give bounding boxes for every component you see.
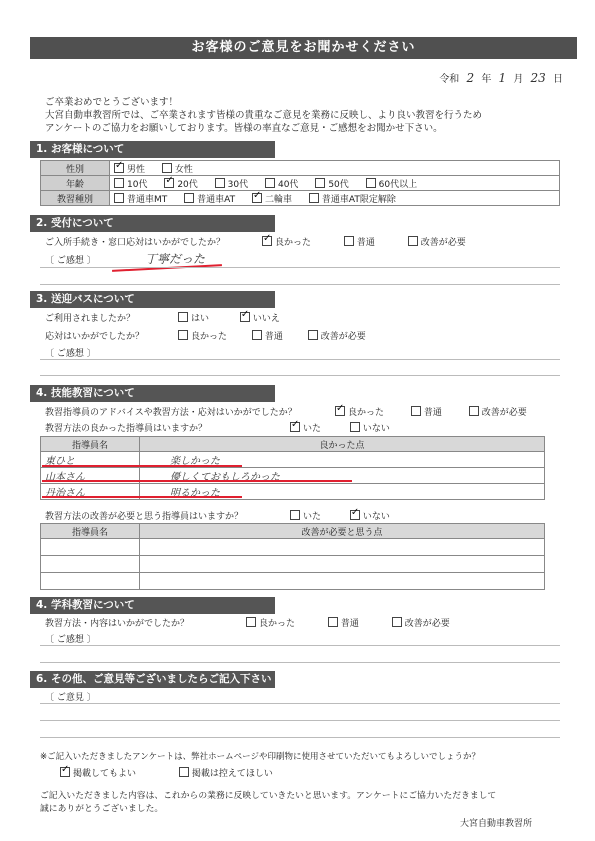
- section-2-header: 2. 受付について: [30, 215, 275, 232]
- age-option-10s[interactable]: [114, 177, 147, 190]
- section-6-header: 6. その他、ご意見等ございましたらご記入下さい: [30, 671, 275, 688]
- skill-advice-good[interactable]: [335, 405, 384, 418]
- improve-instructor-yes[interactable]: [290, 509, 321, 522]
- age-option-60s[interactable]: [366, 177, 417, 190]
- checkbox-icon[interactable]: [309, 193, 319, 203]
- table-row[interactable]: [41, 556, 545, 573]
- checkbox-icon[interactable]: [262, 236, 272, 246]
- good-instructor-table: [40, 436, 545, 500]
- reception-option-improve[interactable]: [408, 235, 466, 248]
- date-era: 令和: [439, 74, 460, 85]
- date-month[interactable]: 1: [498, 71, 507, 85]
- option-label: 掲載してもよい: [73, 769, 137, 779]
- good-instructor-options: [290, 421, 404, 434]
- bus-service-improve[interactable]: [308, 329, 366, 342]
- checkbox-icon[interactable]: [215, 178, 225, 188]
- bus-usage-yes[interactable]: [178, 311, 209, 324]
- checkbox-icon[interactable]: [350, 422, 360, 432]
- checkbox-icon[interactable]: [308, 330, 318, 340]
- course-option-motorcycle[interactable]: [252, 192, 292, 205]
- option-label: 普通: [423, 408, 442, 418]
- comment-line: [40, 737, 560, 738]
- checkbox-icon[interactable]: [164, 178, 174, 188]
- option-label: 普通: [264, 332, 283, 342]
- option-label: 改善が必要: [320, 332, 366, 342]
- option-label: 普通車AT限定解除: [321, 194, 396, 205]
- reception-option-normal[interactable]: [344, 235, 375, 248]
- intro-text: [45, 96, 565, 135]
- checkbox-icon[interactable]: [290, 510, 300, 520]
- bus-service-good[interactable]: [178, 329, 227, 342]
- improve-instructor-no[interactable]: [350, 509, 390, 522]
- comment-line: [40, 359, 560, 360]
- checkbox-icon[interactable]: [184, 193, 194, 203]
- checkbox-icon[interactable]: [469, 406, 479, 416]
- comment-line: [40, 284, 560, 285]
- date-month-unit: 月: [513, 74, 524, 85]
- skill-advice-options: [335, 405, 541, 418]
- table-row[interactable]: [41, 539, 545, 556]
- age-option-50s[interactable]: [315, 177, 348, 190]
- checkbox-icon[interactable]: [335, 406, 345, 416]
- option-label: 30代: [227, 179, 249, 190]
- date-day-unit: 日: [553, 74, 563, 85]
- checkbox-icon[interactable]: [350, 510, 360, 520]
- consent-option-allow[interactable]: [60, 766, 136, 779]
- col-instructor-name: 指導員名: [41, 524, 140, 539]
- checkbox-icon[interactable]: [162, 163, 172, 173]
- intro-line-1: ご卒業おめでとうございます！: [45, 97, 179, 108]
- checkbox-icon[interactable]: [246, 617, 256, 627]
- col-instructor-name: 指導員名: [41, 437, 140, 452]
- bus-service-question: 応対はいかがでしたか？: [45, 332, 145, 342]
- col-good-point: 良かった点: [140, 437, 545, 452]
- date-field: [439, 70, 563, 85]
- option-label: いない: [362, 512, 390, 522]
- classroom-options: [246, 616, 464, 629]
- classroom-comment-label: 〔 ご感想 〕: [45, 635, 96, 645]
- option-label: いいえ: [252, 314, 280, 324]
- option-label: 普通車AT: [197, 194, 236, 205]
- intro-line-2: 大宮自動車教習所では、ご卒業されます皆様の貴重なご意見を業務に反映し、より良い教習を行うため: [45, 110, 483, 121]
- section-1-header: 1. お客様について: [30, 141, 275, 158]
- course-option-at[interactable]: [184, 192, 235, 205]
- comment-line: [40, 267, 560, 268]
- school-signature: 大宮自動車教習所: [460, 819, 533, 829]
- checkbox-icon[interactable]: [344, 236, 354, 246]
- checkbox-icon[interactable]: [252, 330, 262, 340]
- red-underline: [42, 496, 242, 498]
- bus-comment-label: 〔 ご感想 〕: [45, 349, 96, 359]
- classroom-option-normal[interactable]: [328, 616, 359, 629]
- gender-option-male[interactable]: [114, 162, 145, 175]
- age-options: [110, 176, 560, 191]
- other-comment-label: 〔 ご意見 〕: [45, 693, 96, 703]
- comment-line: [40, 703, 560, 704]
- option-label: いない: [362, 424, 390, 434]
- table-row[interactable]: [41, 573, 545, 590]
- checkbox-icon[interactable]: [60, 767, 70, 777]
- option-label: 普通: [340, 619, 359, 629]
- bus-usage-options: [178, 311, 294, 324]
- gender-options: [110, 161, 560, 176]
- checkbox-icon[interactable]: [178, 330, 188, 340]
- option-label: いた: [303, 424, 322, 434]
- date-year[interactable]: 2: [466, 71, 475, 85]
- comment-line: [40, 720, 560, 721]
- option-label: 二輪車: [264, 194, 292, 205]
- checkbox-icon[interactable]: [240, 312, 250, 322]
- option-label: 良かった: [275, 238, 312, 248]
- option-label: 掲載は控えてほしい: [191, 769, 273, 779]
- bus-usage-question: ご利用されましたか？: [45, 314, 136, 324]
- gender-label: 性別: [41, 161, 110, 176]
- checkbox-icon[interactable]: [315, 178, 325, 188]
- date-year-unit: 年: [481, 74, 492, 85]
- reception-comment-label: 〔 ご感想 〕: [45, 256, 96, 266]
- checkbox-icon[interactable]: [178, 312, 188, 322]
- consent-option-decline[interactable]: [179, 766, 273, 779]
- age-option-30s[interactable]: [215, 177, 248, 190]
- checkbox-icon[interactable]: [411, 406, 421, 416]
- option-label: 50代: [328, 179, 349, 190]
- classroom-option-good[interactable]: [246, 616, 295, 629]
- instructor-name-cell[interactable]: 東ひと: [41, 452, 140, 468]
- checkbox-icon[interactable]: [114, 163, 124, 173]
- improve-instructor-table: [40, 523, 545, 590]
- section-5-header: 4. 学科教習について: [30, 597, 275, 614]
- option-label: 良かった: [348, 408, 385, 418]
- good-point-cell[interactable]: 楽しかった: [140, 452, 545, 468]
- checkbox-icon[interactable]: [114, 193, 124, 203]
- option-label: いた: [303, 512, 322, 522]
- intro-line-3: アンケートのご協力をお願いしております。皆様の率直なご意見・ご感想をお聞かせ下さい。: [45, 123, 443, 134]
- page-title: お客様のご意見をお聞かせください: [30, 37, 577, 59]
- good-point-cell[interactable]: 優しくておもしろかった: [140, 468, 545, 484]
- consent-options: [60, 766, 287, 779]
- course-option-at-limit[interactable]: [309, 192, 396, 205]
- option-label: 良かった: [259, 619, 296, 629]
- option-label: 20代: [177, 179, 198, 190]
- red-underline: [42, 465, 242, 467]
- good-instructor-question: 教習方法の良かった指導員はいますか？: [45, 424, 208, 434]
- option-label: 60代以上: [378, 179, 418, 190]
- reception-comment[interactable]: 丁寧だった: [145, 252, 206, 266]
- comment-line: [40, 662, 560, 663]
- option-label: 40代: [277, 179, 299, 190]
- good-instructor-no[interactable]: [350, 421, 390, 434]
- skill-advice-question: 教習指導員のアドバイスや教習方法・応対はいかがでしたか？: [45, 408, 297, 418]
- gender-option-female[interactable]: [162, 162, 193, 175]
- good-instructor-yes[interactable]: [290, 421, 321, 434]
- classroom-question: 教習方法・内容はいかがでしたか？: [45, 619, 190, 629]
- age-label: 年齢: [41, 176, 110, 191]
- option-label: はい: [191, 314, 210, 324]
- bus-service-options: [178, 329, 380, 342]
- checkbox-icon[interactable]: [265, 178, 275, 188]
- course-type-label: 教習種別: [41, 191, 110, 206]
- course-option-mt[interactable]: [114, 192, 167, 205]
- section-3-header: 3. 送迎バスについて: [30, 291, 275, 308]
- option-label: 改善が必要: [404, 619, 450, 629]
- customer-info-table: [40, 160, 560, 206]
- checkbox-icon[interactable]: [366, 178, 376, 188]
- comment-line: [40, 645, 560, 646]
- option-label: 男性: [127, 164, 146, 175]
- age-option-20s[interactable]: [164, 177, 197, 190]
- improve-instructor-question: 教習方法の改善が必要と思う指導員はいますか？: [45, 512, 244, 522]
- reception-options: [262, 235, 480, 248]
- skill-advice-normal[interactable]: [411, 405, 442, 418]
- option-label: 改善が必要: [420, 238, 466, 248]
- option-label: 普通車MT: [127, 194, 168, 205]
- checkbox-icon[interactable]: [179, 767, 189, 777]
- checkbox-icon[interactable]: [408, 236, 418, 246]
- option-label: 良かった: [191, 332, 228, 342]
- course-type-options: [110, 191, 560, 206]
- reception-option-good[interactable]: [262, 235, 311, 248]
- checkbox-icon[interactable]: [114, 178, 124, 188]
- red-underline: [42, 480, 352, 482]
- checkbox-icon[interactable]: [290, 422, 300, 432]
- col-improve-point: 改善が必要と思う点: [140, 524, 545, 539]
- option-label: 普通: [356, 238, 375, 248]
- closing-line-2: 誠にありがとうございました。: [40, 804, 164, 814]
- improve-instructor-options: [290, 509, 404, 522]
- bus-usage-no[interactable]: [240, 311, 280, 324]
- checkbox-icon[interactable]: [392, 617, 402, 627]
- closing-line-1: ご記入いただきました内容は、これからの業務に反映していきたいと思います。アンケートにご協力いただきまして: [40, 791, 497, 801]
- checkbox-icon[interactable]: [252, 193, 262, 203]
- option-label: 10代: [127, 179, 148, 190]
- option-label: 女性: [174, 164, 193, 175]
- age-option-40s[interactable]: [265, 177, 298, 190]
- instructor-name-cell[interactable]: 山本さん: [41, 468, 140, 484]
- instructor-name-cell[interactable]: 丹治さん: [41, 484, 140, 500]
- option-label: 改善が必要: [481, 408, 527, 418]
- bus-service-normal[interactable]: [252, 329, 283, 342]
- good-point-cell[interactable]: 明るかった: [140, 484, 545, 500]
- checkbox-icon[interactable]: [328, 617, 338, 627]
- consent-question: ※ご記入いただきましたアンケートは、弊社ホームページや印刷物に使用させていただいてもよろしいでしょうか？: [40, 752, 480, 762]
- section-4-header: 4. 技能教習について: [30, 385, 275, 402]
- comment-line: [40, 375, 560, 376]
- reception-question: ご入所手続き・窓口応対はいかがでしたか？: [45, 238, 226, 248]
- skill-advice-improve[interactable]: [469, 405, 527, 418]
- date-day[interactable]: 23: [530, 71, 546, 85]
- classroom-option-improve[interactable]: [392, 616, 450, 629]
